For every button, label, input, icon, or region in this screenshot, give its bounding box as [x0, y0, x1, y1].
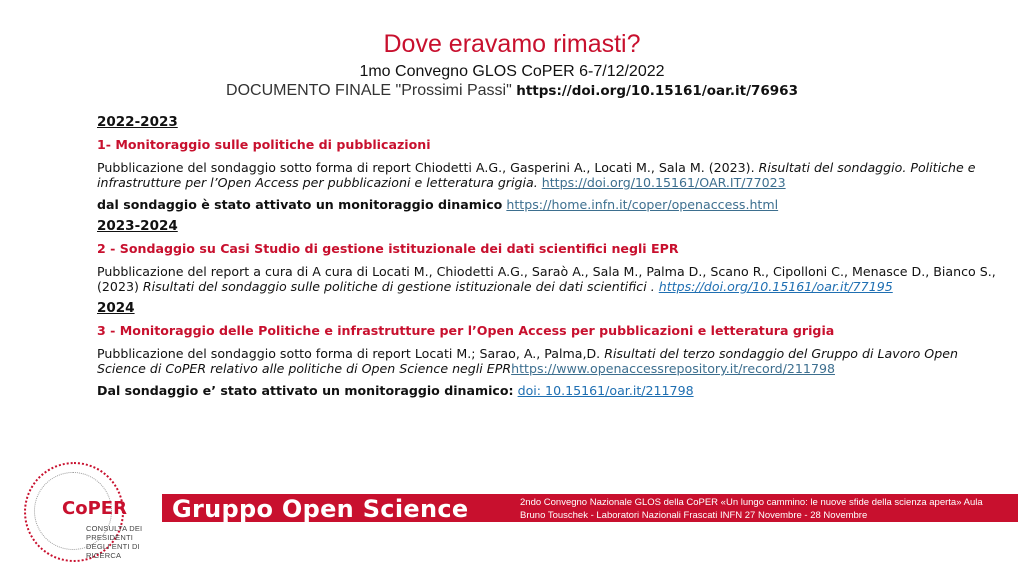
item-heading: 2 - Sondaggio su Casi Studio di gestione istituzionale dei dati scientifici negli EPR — [97, 241, 679, 256]
coper-logo — [24, 462, 164, 562]
document-doi: https://doi.org/10.15161/oar.it/76963 — [516, 83, 798, 99]
report-title: Risultati del terzo sondaggio del Gruppo di Lavoro Open Science di CoPER relativo alle politiche di Open Science negli EPR — [97, 346, 958, 376]
report-text: Pubblicazione del sondaggio sotto forma di report Locati M.; Sarao, A., Palma,D. — [97, 346, 605, 361]
banner-title: Gruppo Open Science — [172, 495, 469, 523]
report-title: Risultati del sondaggio. Politiche e infrastrutture per l’Open Access per pubblicazioni e letteratura grigia. — [97, 160, 976, 190]
year-heading: 2022-2023 — [97, 114, 178, 130]
slide-title: Dove eravamo rimasti? — [383, 30, 641, 58]
item-heading: 1- Monitoraggio sulle politiche di pubblicazioni — [97, 137, 431, 152]
report-text: Pubblicazione del report a cura di A cura di Locati M., Chiodetti A.G., Saraò A., Sala M., Palma D., Scano R., Cipolloni C., Menasce D., Bianco S., (2023) — [97, 264, 996, 294]
banner-info: 2ndo Convegno Nazionale GLOS della CoPER «Un lungo cammino: le nuove sfide della scienza aperta» Aula Bruno Touschek - Laboratori Nazionali Frascati INFN 27 Novembre - 28 Novembre — [520, 497, 983, 521]
slide-subtitle: 1mo Convegno GLOS CoPER 6-7/12/2022 — [359, 63, 665, 80]
monitoring-note — [97, 197, 997, 212]
document-line — [0, 82, 1024, 100]
monitoring-text: Dal sondaggio e’ stato attivato un monitoraggio dinamico: — [97, 383, 514, 398]
monitoring-link[interactable]: doi: 10.15161/oar.it/211798 — [517, 383, 694, 398]
report-paragraph — [97, 264, 997, 294]
report-link[interactable]: https://doi.org/10.15161/OAR.IT/77023 — [541, 175, 786, 190]
monitoring-link[interactable]: https://home.infn.it/coper/openaccess.html — [506, 197, 779, 212]
report-paragraph — [97, 160, 997, 190]
monitoring-note — [97, 383, 997, 398]
report-link[interactable]: https://www.openaccessrepository.it/record/211798 — [511, 361, 835, 376]
report-paragraph — [97, 346, 997, 376]
year-heading: 2023-2024 — [97, 218, 178, 234]
logo-text: CoPER — [62, 498, 127, 519]
item-heading: 3 - Monitoraggio delle Politiche e infrastrutture per l’Open Access per pubblicazioni e letteratura grigia — [97, 323, 835, 338]
monitoring-text: dal sondaggio è stato attivato un monitoraggio dinamico — [97, 197, 503, 212]
document-label: DOCUMENTO FINALE "Prossimi Passi" — [226, 82, 512, 99]
logo-subtitle: CONSULTA DEI PRESIDENTI DEGLI ENTI DI RICERCA — [86, 524, 143, 560]
footer-banner — [162, 494, 1018, 522]
slide-content — [97, 115, 997, 405]
report-title: Risultati del sondaggio sulle politiche di gestione istituzionale dei dati scientifici . — [142, 279, 655, 294]
report-text: Pubblicazione del sondaggio sotto forma di report Chiodetti A.G., Gasperini A., Locati M., Sala M. (2023). — [97, 160, 759, 175]
year-heading: 2024 — [97, 300, 135, 316]
report-link[interactable]: https://doi.org/10.15161/oar.it/77195 — [658, 279, 893, 294]
